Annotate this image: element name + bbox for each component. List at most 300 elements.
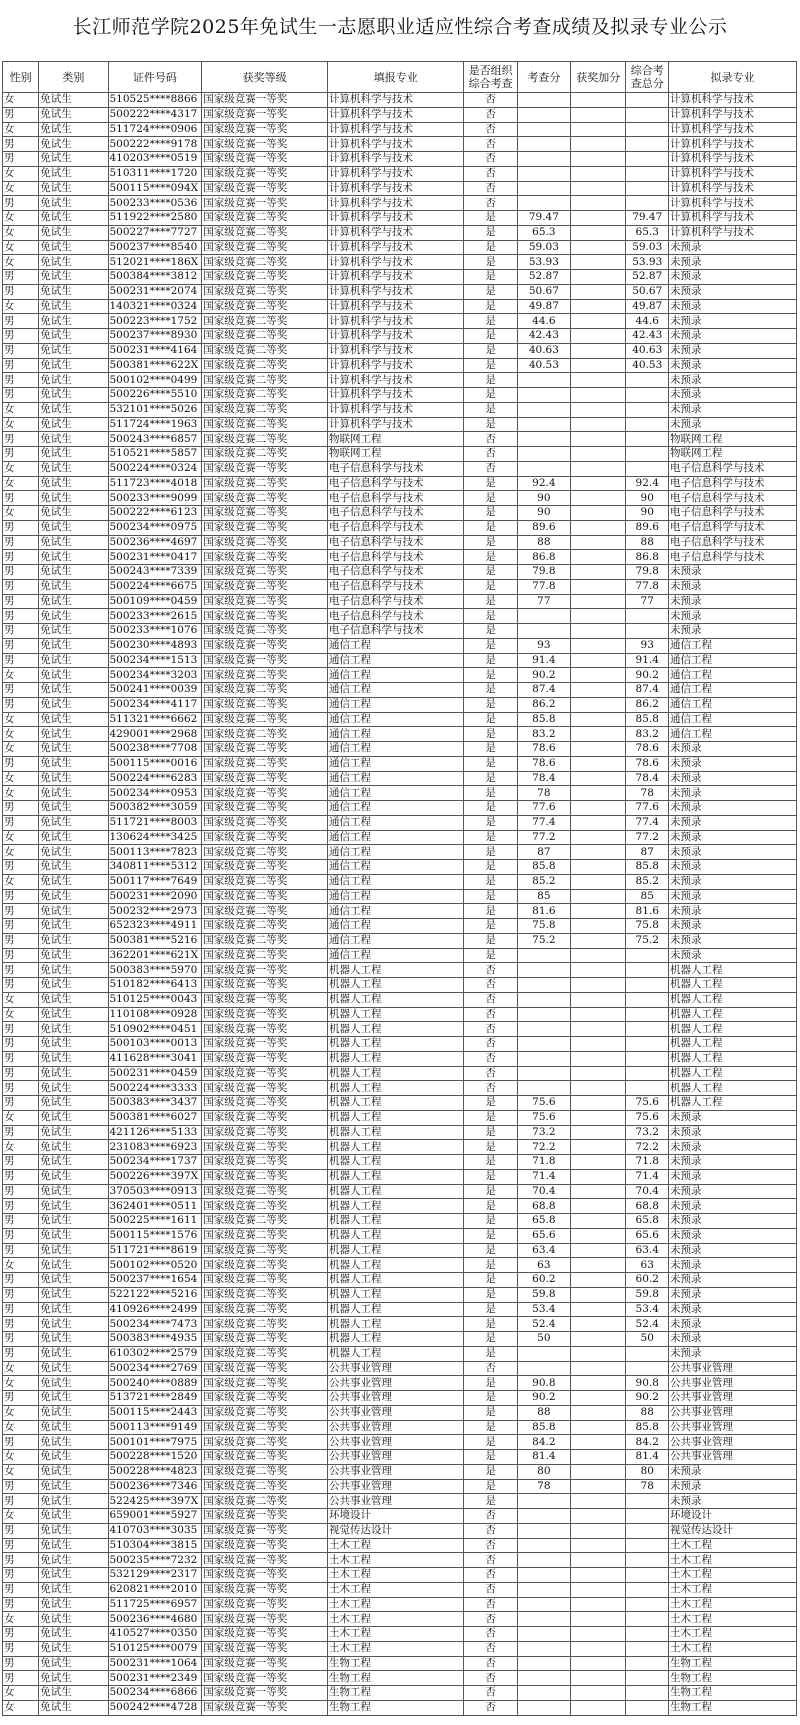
- cell-assessment-organized: 否: [464, 1509, 517, 1524]
- cell-assessment-score: 85: [517, 889, 570, 904]
- cell-award-bonus: [571, 904, 626, 919]
- cell-award-level: 国家级竞赛一等奖: [202, 1523, 328, 1538]
- cell-admitted-major: 公共事业管理: [669, 1391, 797, 1406]
- cell-admitted-major: 土木工程: [669, 1612, 797, 1627]
- cell-assessment-organized: 是: [464, 1435, 517, 1450]
- cell-award-level: 国家级竞赛二等奖: [202, 1125, 328, 1140]
- table-row: [3, 520, 797, 535]
- cell-category: 免试生: [39, 742, 108, 757]
- cell-award-level: 国家级竞赛二等奖: [202, 1155, 328, 1170]
- cell-id-number: 500382****3059: [108, 801, 202, 816]
- table-row: [3, 240, 797, 255]
- table-row: [3, 1671, 797, 1686]
- cell-assessment-score: 91.4: [517, 653, 570, 668]
- cell-award-level: 国家级竞赛二等奖: [202, 727, 328, 742]
- cell-applied-major: 电子信息科学与技术: [328, 491, 464, 506]
- cell-assessment-score: [517, 461, 570, 476]
- cell-award-level: 国家级竞赛二等奖: [202, 417, 328, 432]
- cell-admitted-major: 土木工程: [669, 1568, 797, 1583]
- cell-id-number: 410703****3035: [108, 1523, 202, 1538]
- table-row: [3, 1361, 797, 1376]
- cell-award-bonus: [571, 1361, 626, 1376]
- cell-total-score: 90.8: [626, 1376, 669, 1391]
- cell-applied-major: 机器人工程: [328, 1302, 464, 1317]
- cell-applied-major: 通信工程: [328, 742, 464, 757]
- cell-gender: 男: [3, 1155, 39, 1170]
- cell-award-bonus: [571, 1243, 626, 1258]
- cell-assessment-organized: 是: [464, 697, 517, 712]
- cell-assessment-score: [517, 1627, 570, 1642]
- cell-applied-major: 通信工程: [328, 830, 464, 845]
- cell-gender: 女: [3, 417, 39, 432]
- cell-award-level: 国家级竞赛一等奖: [202, 978, 328, 993]
- cell-admitted-major: 视觉传达设计: [669, 1523, 797, 1538]
- cell-admitted-major: 未预录: [669, 889, 797, 904]
- cell-award-bonus: [571, 1553, 626, 1568]
- table-row: [3, 1258, 797, 1273]
- cell-applied-major: 通信工程: [328, 712, 464, 727]
- cell-assessment-score: 88: [517, 535, 570, 550]
- cell-award-bonus: [571, 1317, 626, 1332]
- cell-total-score: [626, 166, 669, 181]
- cell-assessment-score: 71.8: [517, 1155, 570, 1170]
- cell-assessment-organized: 是: [464, 624, 517, 639]
- cell-assessment-score: [517, 1656, 570, 1671]
- cell-total-score: [626, 137, 669, 152]
- cell-award-bonus: [571, 506, 626, 521]
- table-row: [3, 1332, 797, 1347]
- cell-assessment-score: [517, 432, 570, 447]
- cell-id-number: 500241****0039: [108, 683, 202, 698]
- cell-award-bonus: [571, 1627, 626, 1642]
- cell-gender: 女: [3, 476, 39, 491]
- table-row: [3, 1597, 797, 1612]
- cell-id-number: 500115****2443: [108, 1405, 202, 1420]
- cell-applied-major: 计算机科学与技术: [328, 314, 464, 329]
- cell-category: 免试生: [39, 461, 108, 476]
- table-row: [3, 1582, 797, 1597]
- cell-assessment-score: 81.4: [517, 1450, 570, 1465]
- cell-assessment-organized: 是: [464, 1214, 517, 1229]
- cell-admitted-major: 土木工程: [669, 1582, 797, 1597]
- table-row: [3, 506, 797, 521]
- cell-admitted-major: 公共事业管理: [669, 1405, 797, 1420]
- cell-id-number: 500381****622X: [108, 358, 202, 373]
- cell-category: 免试生: [39, 491, 108, 506]
- cell-assessment-score: 42.43: [517, 329, 570, 344]
- cell-applied-major: 机器人工程: [328, 1184, 464, 1199]
- cell-assessment-score: 78: [517, 1479, 570, 1494]
- cell-category: 免试生: [39, 284, 108, 299]
- table-row: [3, 270, 797, 285]
- cell-award-bonus: [571, 1140, 626, 1155]
- cell-category: 免试生: [39, 1627, 108, 1642]
- cell-award-level: 国家级竞赛一等奖: [202, 461, 328, 476]
- cell-gender: 女: [3, 255, 39, 270]
- cell-total-score: 86.8: [626, 550, 669, 565]
- cell-award-level: 国家级竞赛二等奖: [202, 756, 328, 771]
- cell-total-score: 90.2: [626, 668, 669, 683]
- cell-id-number: 421126****5133: [108, 1125, 202, 1140]
- cell-award-level: 国家级竞赛一等奖: [202, 1007, 328, 1022]
- cell-id-number: 511721****8619: [108, 1243, 202, 1258]
- cell-category: 免试生: [39, 314, 108, 329]
- cell-gender: 男: [3, 284, 39, 299]
- cell-id-number: 500231****2074: [108, 284, 202, 299]
- cell-award-level: 国家级竞赛一等奖: [202, 1509, 328, 1524]
- cell-assessment-score: [517, 1568, 570, 1583]
- cell-admitted-major: 未预录: [669, 343, 797, 358]
- table-row: [3, 1081, 797, 1096]
- cell-assessment-organized: 是: [464, 919, 517, 934]
- cell-id-number: 500233****0536: [108, 196, 202, 211]
- cell-category: 免试生: [39, 1096, 108, 1111]
- cell-total-score: 49.87: [626, 299, 669, 314]
- cell-admitted-major: 机器人工程: [669, 1051, 797, 1066]
- cell-award-bonus: [571, 830, 626, 845]
- cell-applied-major: 通信工程: [328, 815, 464, 830]
- cell-award-bonus: [571, 697, 626, 712]
- cell-total-score: [626, 93, 669, 108]
- cell-admitted-major: 计算机科学与技术: [669, 225, 797, 240]
- cell-admitted-major: 未预录: [669, 948, 797, 963]
- cell-total-score: [626, 1568, 669, 1583]
- cell-award-level: 国家级竞赛二等奖: [202, 1243, 328, 1258]
- cell-award-bonus: [571, 358, 626, 373]
- cell-gender: 男: [3, 1597, 39, 1612]
- cell-gender: 女: [3, 830, 39, 845]
- cell-gender: 男: [3, 432, 39, 447]
- cell-id-number: 500227****7727: [108, 225, 202, 240]
- cell-gender: 男: [3, 1479, 39, 1494]
- cell-award-bonus: [571, 270, 626, 285]
- cell-id-number: 500223****1752: [108, 314, 202, 329]
- cell-award-level: 国家级竞赛二等奖: [202, 343, 328, 358]
- cell-category: 免试生: [39, 638, 108, 653]
- cell-award-bonus: [571, 402, 626, 417]
- cell-gender: 男: [3, 1125, 39, 1140]
- cell-award-bonus: [571, 742, 626, 757]
- cell-gender: 男: [3, 1287, 39, 1302]
- cell-award-bonus: [571, 255, 626, 270]
- cell-award-bonus: [571, 874, 626, 889]
- cell-gender: 男: [3, 1228, 39, 1243]
- cell-gender: 男: [3, 1346, 39, 1361]
- cell-award-level: 国家级竞赛二等奖: [202, 476, 328, 491]
- cell-total-score: 44.6: [626, 314, 669, 329]
- cell-admitted-major: 未预录: [669, 1464, 797, 1479]
- cell-applied-major: 土木工程: [328, 1627, 464, 1642]
- cell-assessment-score: [517, 1553, 570, 1568]
- cell-applied-major: 电子信息科学与技术: [328, 609, 464, 624]
- cell-admitted-major: 未预录: [669, 1479, 797, 1494]
- cell-gender: 男: [3, 1199, 39, 1214]
- table-row: [3, 255, 797, 270]
- table-row: [3, 196, 797, 211]
- cell-admitted-major: 公共事业管理: [669, 1450, 797, 1465]
- cell-award-bonus: [571, 624, 626, 639]
- cell-assessment-organized: 是: [464, 506, 517, 521]
- cell-total-score: 50: [626, 1332, 669, 1347]
- cell-award-bonus: [571, 1066, 626, 1081]
- cell-applied-major: 计算机科学与技术: [328, 107, 464, 122]
- cell-assessment-organized: 是: [464, 1184, 517, 1199]
- cell-award-level: 国家级竞赛二等奖: [202, 506, 328, 521]
- cell-gender: 男: [3, 638, 39, 653]
- cell-assessment-score: 90.8: [517, 1376, 570, 1391]
- table-row: [3, 1464, 797, 1479]
- table-row: [3, 1273, 797, 1288]
- cell-gender: 男: [3, 1435, 39, 1450]
- cell-assessment-score: [517, 1051, 570, 1066]
- cell-assessment-score: [517, 1022, 570, 1037]
- cell-admitted-major: 未预录: [669, 830, 797, 845]
- cell-assessment-score: 72.2: [517, 1140, 570, 1155]
- cell-category: 免试生: [39, 1110, 108, 1125]
- cell-assessment-organized: 否: [464, 1627, 517, 1642]
- cell-id-number: 130624****3425: [108, 830, 202, 845]
- cell-gender: 男: [3, 1302, 39, 1317]
- cell-applied-major: 土木工程: [328, 1568, 464, 1583]
- cell-award-level: 国家级竞赛二等奖: [202, 579, 328, 594]
- cell-gender: 男: [3, 683, 39, 698]
- cell-total-score: 78: [626, 786, 669, 801]
- cell-assessment-score: [517, 1686, 570, 1701]
- cell-applied-major: 机器人工程: [328, 1169, 464, 1184]
- cell-assessment-organized: 是: [464, 255, 517, 270]
- cell-id-number: 500228****4823: [108, 1464, 202, 1479]
- cell-gender: 男: [3, 1582, 39, 1597]
- cell-gender: 女: [3, 712, 39, 727]
- cell-assessment-organized: 否: [464, 1051, 517, 1066]
- cell-assessment-organized: 否: [464, 166, 517, 181]
- cell-assessment-organized: 是: [464, 1405, 517, 1420]
- header-applied-major: 填报专业: [328, 62, 464, 93]
- cell-assessment-score: 89.6: [517, 520, 570, 535]
- cell-admitted-major: 未预录: [669, 579, 797, 594]
- cell-award-bonus: [571, 1007, 626, 1022]
- cell-admitted-major: 公共事业管理: [669, 1376, 797, 1391]
- cell-assessment-organized: 是: [464, 1199, 517, 1214]
- cell-applied-major: 生物工程: [328, 1656, 464, 1671]
- cell-applied-major: 计算机科学与技术: [328, 343, 464, 358]
- cell-award-bonus: [571, 1523, 626, 1538]
- cell-assessment-organized: 是: [464, 948, 517, 963]
- cell-total-score: 83.2: [626, 727, 669, 742]
- cell-id-number: 510521****5857: [108, 447, 202, 462]
- cell-total-score: 90.2: [626, 1391, 669, 1406]
- cell-category: 免试生: [39, 1051, 108, 1066]
- cell-assessment-score: 77: [517, 594, 570, 609]
- cell-applied-major: 计算机科学与技术: [328, 196, 464, 211]
- cell-applied-major: 公共事业管理: [328, 1435, 464, 1450]
- table-row: [3, 830, 797, 845]
- cell-award-level: 国家级竞赛二等奖: [202, 594, 328, 609]
- cell-total-score: [626, 1346, 669, 1361]
- cell-id-number: 500238****7708: [108, 742, 202, 757]
- cell-gender: 女: [3, 1140, 39, 1155]
- cell-id-number: 500224****3333: [108, 1081, 202, 1096]
- cell-applied-major: 计算机科学与技术: [328, 388, 464, 403]
- cell-award-level: 国家级竞赛一等奖: [202, 1671, 328, 1686]
- cell-id-number: 513721****2849: [108, 1391, 202, 1406]
- cell-id-number: 500234****6866: [108, 1686, 202, 1701]
- cell-assessment-score: 83.2: [517, 727, 570, 742]
- cell-award-bonus: [571, 1214, 626, 1229]
- table-row: [3, 211, 797, 226]
- cell-applied-major: 电子信息科学与技术: [328, 506, 464, 521]
- cell-category: 免试生: [39, 1022, 108, 1037]
- cell-assessment-score: 90.2: [517, 1391, 570, 1406]
- cell-id-number: 500103****0013: [108, 1037, 202, 1052]
- cell-applied-major: 计算机科学与技术: [328, 329, 464, 344]
- cell-total-score: [626, 1597, 669, 1612]
- cell-gender: 男: [3, 1553, 39, 1568]
- cell-award-bonus: [571, 1450, 626, 1465]
- cell-award-bonus: [571, 801, 626, 816]
- cell-applied-major: 通信工程: [328, 845, 464, 860]
- cell-total-score: 73.2: [626, 1125, 669, 1140]
- cell-gender: 男: [3, 1671, 39, 1686]
- cell-total-score: 92.4: [626, 476, 669, 491]
- cell-category: 免试生: [39, 948, 108, 963]
- cell-award-level: 国家级竞赛二等奖: [202, 1479, 328, 1494]
- cell-admitted-major: 电子信息科学与技术: [669, 550, 797, 565]
- cell-assessment-score: 92.4: [517, 476, 570, 491]
- cell-award-bonus: [571, 1287, 626, 1302]
- cell-gender: 女: [3, 211, 39, 226]
- cell-assessment-organized: 是: [464, 579, 517, 594]
- cell-assessment-organized: 是: [464, 727, 517, 742]
- cell-award-bonus: [571, 860, 626, 875]
- cell-category: 免试生: [39, 1361, 108, 1376]
- table-row: [3, 756, 797, 771]
- cell-assessment-score: [517, 122, 570, 137]
- cell-admitted-major: 机器人工程: [669, 1096, 797, 1111]
- cell-assessment-score: 85.8: [517, 1420, 570, 1435]
- cell-award-level: 国家级竞赛二等奖: [202, 388, 328, 403]
- cell-award-bonus: [571, 1110, 626, 1125]
- cell-id-number: 370503****0913: [108, 1184, 202, 1199]
- cell-id-number: 500381****6027: [108, 1110, 202, 1125]
- cell-gender: 男: [3, 904, 39, 919]
- cell-assessment-score: [517, 447, 570, 462]
- cell-category: 免试生: [39, 1332, 108, 1347]
- cell-assessment-score: 84.2: [517, 1435, 570, 1450]
- cell-category: 免试生: [39, 1450, 108, 1465]
- cell-total-score: 52.87: [626, 270, 669, 285]
- cell-assessment-organized: 是: [464, 786, 517, 801]
- cell-category: 免试生: [39, 771, 108, 786]
- cell-total-score: [626, 1081, 669, 1096]
- cell-admitted-major: 计算机科学与技术: [669, 211, 797, 226]
- cell-assessment-organized: 是: [464, 801, 517, 816]
- cell-assessment-score: [517, 373, 570, 388]
- cell-id-number: 500237****8930: [108, 329, 202, 344]
- cell-award-bonus: [571, 1332, 626, 1347]
- table-row: [3, 299, 797, 314]
- cell-gender: 男: [3, 1037, 39, 1052]
- cell-admitted-major: 通信工程: [669, 697, 797, 712]
- cell-assessment-score: 65.6: [517, 1228, 570, 1243]
- cell-assessment-organized: 是: [464, 225, 517, 240]
- cell-assessment-score: 93: [517, 638, 570, 653]
- header-assessment-organized: 是否组织综合考查: [464, 62, 517, 93]
- table-row: [3, 638, 797, 653]
- cell-category: 免试生: [39, 727, 108, 742]
- cell-category: 免试生: [39, 1140, 108, 1155]
- cell-award-level: 国家级竞赛一等奖: [202, 1612, 328, 1627]
- cell-assessment-score: [517, 1700, 570, 1715]
- cell-total-score: 77: [626, 594, 669, 609]
- cell-assessment-score: [517, 196, 570, 211]
- cell-total-score: 85.8: [626, 712, 669, 727]
- cell-category: 免试生: [39, 1258, 108, 1273]
- cell-admitted-major: 未预录: [669, 565, 797, 580]
- cell-applied-major: 机器人工程: [328, 1096, 464, 1111]
- table-row: [3, 550, 797, 565]
- cell-admitted-major: 生物工程: [669, 1686, 797, 1701]
- cell-applied-major: 公共事业管理: [328, 1376, 464, 1391]
- cell-assessment-score: 86.2: [517, 697, 570, 712]
- cell-assessment-organized: 是: [464, 299, 517, 314]
- cell-total-score: 63: [626, 1258, 669, 1273]
- cell-id-number: 500234****4117: [108, 697, 202, 712]
- cell-applied-major: 电子信息科学与技术: [328, 476, 464, 491]
- table-row: [3, 1214, 797, 1229]
- cell-applied-major: 电子信息科学与技术: [328, 565, 464, 580]
- cell-total-score: 79.47: [626, 211, 669, 226]
- cell-assessment-score: 52.87: [517, 270, 570, 285]
- cell-category: 免试生: [39, 1597, 108, 1612]
- cell-id-number: 500242****4728: [108, 1700, 202, 1715]
- cell-id-number: 500113****7823: [108, 845, 202, 860]
- cell-total-score: 71.4: [626, 1169, 669, 1184]
- cell-category: 免试生: [39, 1273, 108, 1288]
- cell-award-bonus: [571, 1391, 626, 1406]
- cell-gender: 女: [3, 727, 39, 742]
- cell-category: 免试生: [39, 1243, 108, 1258]
- cell-gender: 男: [3, 624, 39, 639]
- cell-admitted-major: 生物工程: [669, 1700, 797, 1715]
- cell-assessment-score: 70.4: [517, 1184, 570, 1199]
- cell-award-bonus: [571, 211, 626, 226]
- cell-award-bonus: [571, 152, 626, 167]
- cell-id-number: 652323****4911: [108, 919, 202, 934]
- table-row: [3, 963, 797, 978]
- cell-assessment-score: [517, 388, 570, 403]
- cell-assessment-score: 87: [517, 845, 570, 860]
- cell-award-level: 国家级竞赛一等奖: [202, 1066, 328, 1081]
- cell-award-level: 国家级竞赛一等奖: [202, 963, 328, 978]
- table-row: [3, 1656, 797, 1671]
- cell-assessment-organized: 否: [464, 1582, 517, 1597]
- table-row: [3, 1700, 797, 1715]
- cell-gender: 男: [3, 152, 39, 167]
- cell-assessment-score: [517, 1346, 570, 1361]
- table-row: [3, 1022, 797, 1037]
- cell-total-score: [626, 461, 669, 476]
- cell-award-level: 国家级竞赛二等奖: [202, 1199, 328, 1214]
- results-table: [2, 61, 797, 1716]
- cell-applied-major: 土木工程: [328, 1597, 464, 1612]
- cell-award-bonus: [571, 1700, 626, 1715]
- cell-award-level: 国家级竞赛二等奖: [202, 1110, 328, 1125]
- cell-total-score: 90: [626, 506, 669, 521]
- table-row: [3, 107, 797, 122]
- cell-award-level: 国家级竞赛二等奖: [202, 447, 328, 462]
- cell-admitted-major: 土木工程: [669, 1553, 797, 1568]
